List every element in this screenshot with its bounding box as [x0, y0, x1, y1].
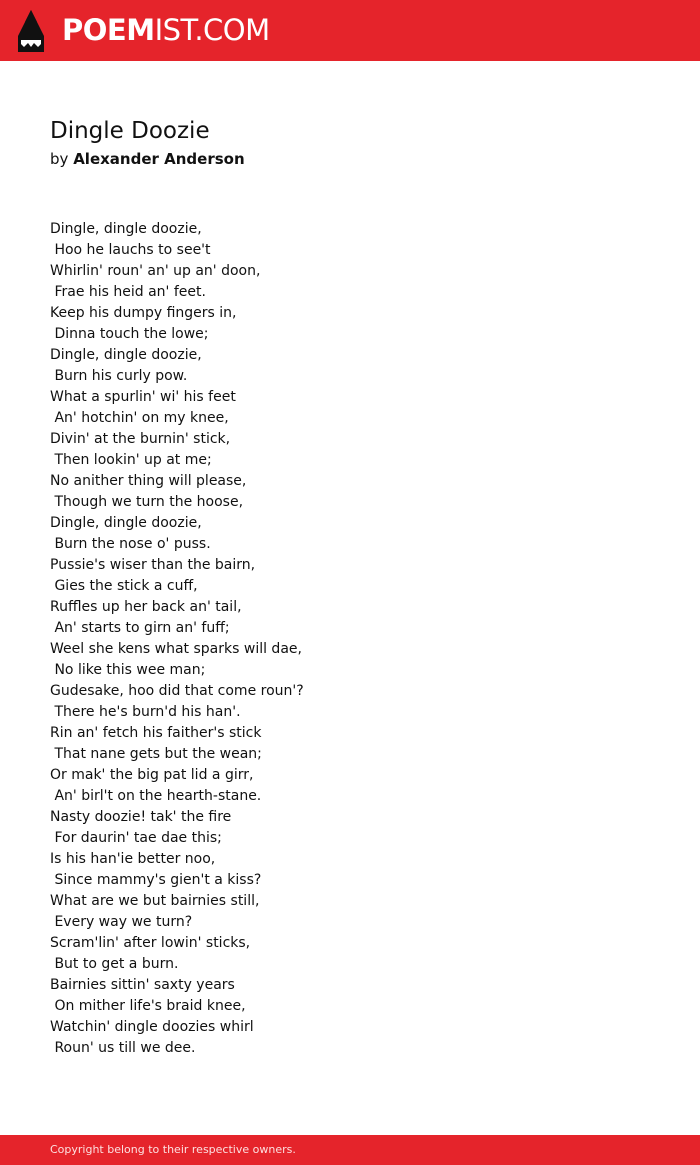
by-label: by	[50, 150, 69, 168]
poem-line: Dinna touch the lowe;	[50, 326, 209, 342]
poem-line: Or mak' the big pat lid a girr,	[50, 767, 254, 783]
poem-line: Keep his dumpy fingers in,	[50, 305, 237, 321]
poem-line: Nasty doozie! tak' the fire	[50, 809, 232, 825]
site-logo-text[interactable]	[62, 11, 270, 49]
poem-line: No anither thing will please,	[50, 473, 247, 489]
poem-line: Since mammy's gien't a kiss?	[50, 872, 262, 888]
poem-line: Divin' at the burnin' stick,	[50, 431, 231, 447]
poem-line: An' hotchin' on my knee,	[50, 410, 229, 426]
poem-line: What are we but bairnies still,	[50, 893, 260, 909]
poem-line: Roun' us till we dee.	[50, 1040, 196, 1056]
poem-line: An' starts to girn an' fuff;	[50, 620, 230, 636]
author-name: Alexander Anderson	[73, 150, 245, 168]
poem-line: Frae his heid an' feet.	[50, 284, 206, 300]
poem-line: Pussie's wiser than the bairn,	[50, 557, 256, 573]
site-header	[0, 0, 700, 61]
poem-line: Weel she kens what sparks will dae,	[50, 641, 302, 657]
poem-line: What a spurlin' wi' his feet	[50, 389, 236, 405]
poem-line: Though we turn the hoose,	[50, 494, 244, 510]
poem-line: Dingle, dingle doozie,	[50, 515, 202, 531]
pencil-logo-icon[interactable]	[18, 10, 44, 52]
poem-line: Burn his curly pow.	[50, 368, 188, 384]
poem-line: Gies the stick a cuff,	[50, 578, 198, 594]
poem-body	[50, 219, 304, 1059]
site-footer	[0, 1135, 700, 1165]
poem-line: Is his han'ie better noo,	[50, 851, 216, 867]
poem-line: No like this wee man;	[50, 662, 206, 678]
brand-light-text: IST.COM	[154, 13, 270, 47]
poem-line: Watchin' dingle doozies whirl	[50, 1019, 254, 1035]
poem-line: Rin an' fetch his faither's stick	[50, 725, 262, 741]
poem-line: Hoo he lauchs to see't	[50, 242, 211, 258]
poem-line: For daurin' tae dae this;	[50, 830, 222, 846]
poem-line: On mither life's braid knee,	[50, 998, 246, 1014]
poem-line: Dingle, dingle doozie,	[50, 221, 202, 237]
poem-line: Burn the nose o' puss.	[50, 536, 211, 552]
poem-line: But to get a burn.	[50, 956, 179, 972]
poem-title: Dingle Doozie	[50, 118, 210, 144]
brand-bold-text: POEM	[62, 13, 155, 47]
byline	[50, 148, 245, 170]
poem-line: Bairnies sittin' saxty years	[50, 977, 235, 993]
poem-line: Then lookin' up at me;	[50, 452, 212, 468]
poem-line: That nane gets but the wean;	[50, 746, 262, 762]
poem-line: There he's burn'd his han'.	[50, 704, 241, 720]
poem-line: Scram'lin' after lowin' sticks,	[50, 935, 251, 951]
poem-line: Every way we turn?	[50, 914, 193, 930]
poem-line: Gudesake, hoo did that come roun'?	[50, 683, 304, 699]
poem-line: Whirlin' roun' an' up an' doon,	[50, 263, 261, 279]
poem-line: Ruffles up her back an' tail,	[50, 599, 242, 615]
copyright-text: Copyright belong to their respective owners.	[50, 1143, 296, 1156]
poem-line: Dingle, dingle doozie,	[50, 347, 202, 363]
poem-line: An' birl't on the hearth-stane.	[50, 788, 262, 804]
